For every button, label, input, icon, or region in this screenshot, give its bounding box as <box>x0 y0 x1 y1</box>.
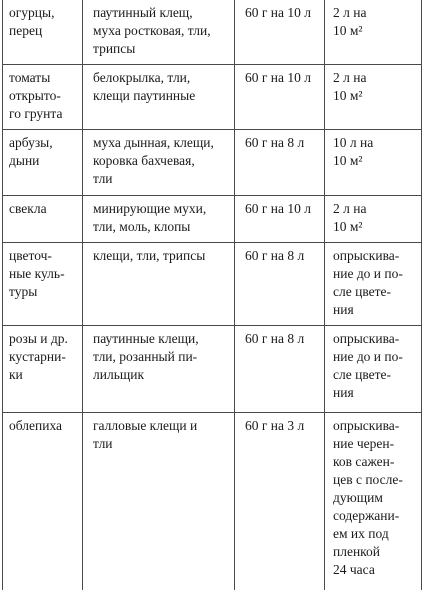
dose-cell: 60 г на 10 л <box>235 196 325 243</box>
application-cell: опрыскива- ние до и по- сле цвете- ния <box>325 243 422 326</box>
application-cell: опрыскива- ние черен- ков сажен- цев с после- дующим содержани- ем их под пленкой 24 часа <box>325 413 422 590</box>
application-cell: 2 л на 10 м² <box>325 0 422 65</box>
table-row <box>3 326 422 413</box>
dose-cell: 60 г на 3 л <box>235 413 325 590</box>
crop-cell: арбузы, дыни <box>3 130 83 196</box>
crop-cell: томаты открыто- го грунта <box>3 65 83 130</box>
pests-cell: муха дынная, клещи, коровка бахчевая, тли <box>83 130 235 196</box>
crop-cell: свекла <box>3 196 83 243</box>
pests-cell: паутинные клещи, тли, розанный пи- лильщик <box>83 326 235 413</box>
table-row <box>3 0 422 65</box>
pests-cell: минирующие мухи, тли, моль, клопы <box>83 196 235 243</box>
pests-cell: паутинный клещ, муха ростковая, тли, трипсы <box>83 0 235 65</box>
crop-cell: цветоч- ные куль- туры <box>3 243 83 326</box>
table-row <box>3 130 422 196</box>
application-cell: опрыскива- ние до и по- сле цвете- ния <box>325 326 422 413</box>
crop-cell: облепиха <box>3 413 83 590</box>
dose-cell: 60 г на 8 л <box>235 243 325 326</box>
pests-cell: белокрылка, тли, клещи паутинные <box>83 65 235 130</box>
dose-cell: 60 г на 8 л <box>235 130 325 196</box>
table-row <box>3 413 422 590</box>
table-row <box>3 196 422 243</box>
application-cell: 2 л на 10 м² <box>325 65 422 130</box>
dose-cell: 60 г на 10 л <box>235 0 325 65</box>
pests-cell: клещи, тли, трипсы <box>83 243 235 326</box>
crop-cell: розы и др. кустарни- ки <box>3 326 83 413</box>
pesticide-usage-table <box>2 0 422 590</box>
table-row <box>3 65 422 130</box>
table-row <box>3 243 422 326</box>
application-cell: 10 л на 10 м² <box>325 130 422 196</box>
dose-cell: 60 г на 8 л <box>235 326 325 413</box>
dose-cell: 60 г на 10 л <box>235 65 325 130</box>
application-cell: 2 л на 10 м² <box>325 196 422 243</box>
crop-cell: огурцы, перец <box>3 0 83 65</box>
pests-cell: галловые клещи и тли <box>83 413 235 590</box>
